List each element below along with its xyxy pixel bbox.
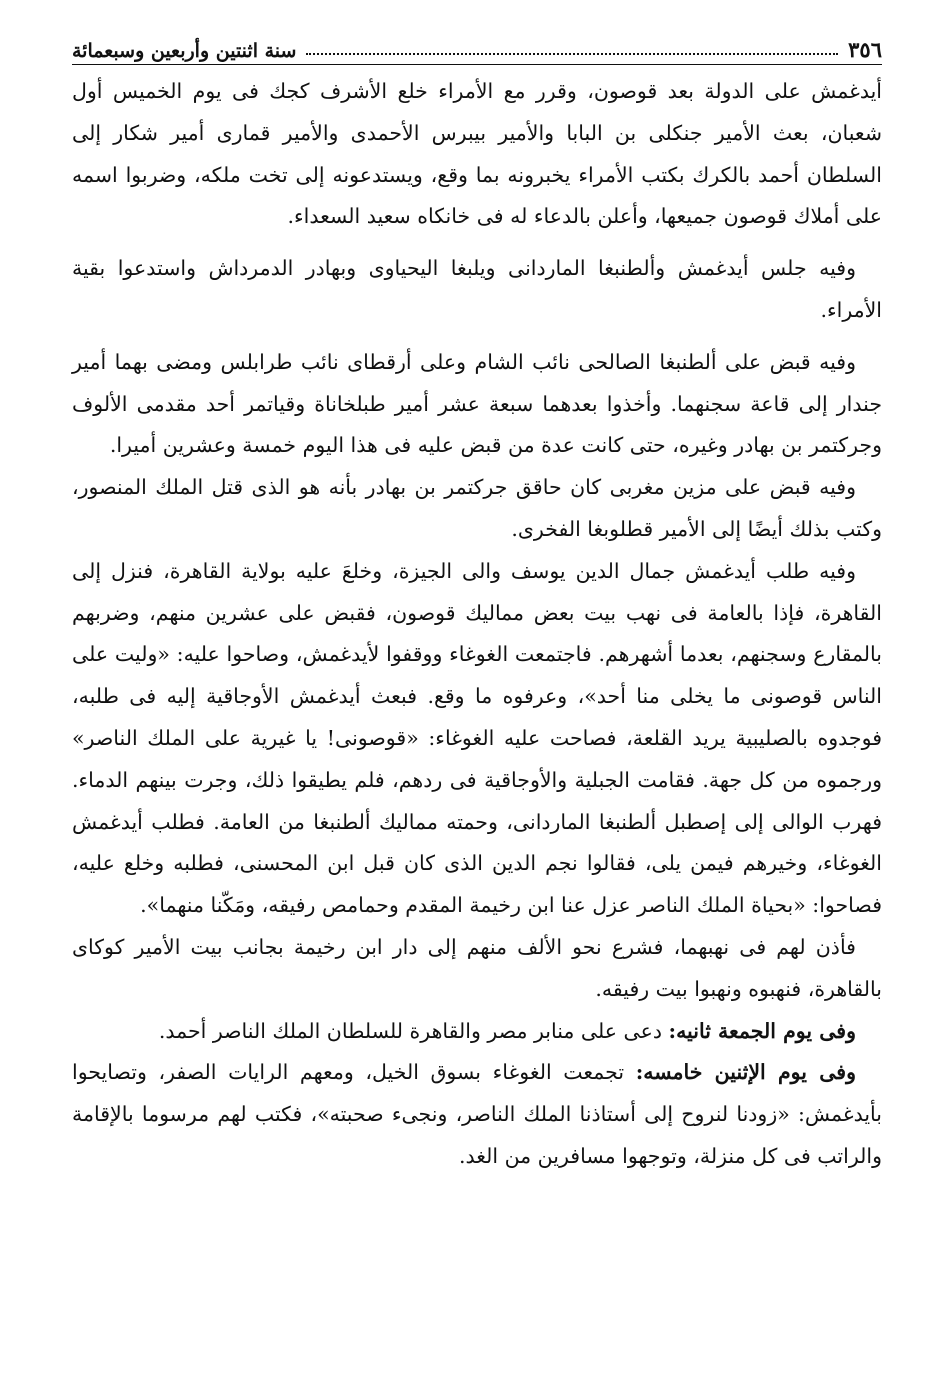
paragraph-text: وفيه قبض على مزين مغربى كان حاقق جركتمر بن بهادر بأنه هو الذى قتل الملك المنصور، وكتب بذلك أيضًا إلى الأمير قطلوبغا الفخرى.	[72, 475, 882, 541]
paragraph-text: وفيه قبض على ألطنبغا الصالحى نائب الشام وعلى أرقطاى نائب طرابلس ومضى بهما أمير جندار إلى قاعة سجنهما. وأخذوا بعدهما سبعة عشر أمير طبلخاناة وقياتمر أحد مقدمى الألوف وجركتمر بن بهادر وغيره، حتى كانت عدة من قبض عليه فى هذا اليوم خمسة وعشرين أميرا.	[72, 349, 882, 458]
paragraph-6	[72, 927, 882, 1011]
running-title: سنة اثنتين وأربعين وسبعمائة	[72, 40, 297, 62]
paragraph-text: أيدغمش على الدولة بعد قوصون، وقرر مع الأمراء خلع الأشرف كجك فى يوم الخميس أول شعبان، بعث الأمير جنكلى بن البابا والأمير بيبرس الأحمدى والأمير قمارى أمير شكار إلى السلطان أحمد بالكرك بكتب الأمراء يخبرونه بما وقع، ويستدعونه إلى تخت ملكه، وضربوا اسمه على أملاك قوصون جميعها، وأعلن بالدعاء له فى خانكاه سعيد السعداء.	[72, 79, 882, 229]
header-dot-leader	[306, 53, 838, 55]
paragraph-4	[72, 467, 882, 551]
book-page	[72, 28, 882, 1178]
paragraph-8	[72, 1052, 882, 1177]
paragraph-lead: وفى يوم الإثنين خامسه:	[635, 1060, 857, 1085]
paragraph-1	[72, 71, 882, 238]
paragraph-text: وفيه جلس أيدغمش وألطنبغا الماردانى ويلبغا اليحياوى وبهادر الدمرداش واستدعوا بقية الأمراء.	[72, 256, 882, 322]
paragraph-text: فأذن لهم فى نهبهما، فشرع نحو الألف منهم إلى دار ابن رخيمة بجانب بيت الأمير كوكاى بالقاهرة، فنهبوه ونهبوا بيت رفيقه.	[72, 934, 882, 1001]
paragraph-2	[72, 248, 882, 332]
paragraph-text: تجمعت الغوغاء بسوق الخيل، ومعهم الرايات الصفر، وتصايحوا بأيدغمش: «زودنا لنروح إلى أستاذنا الملك الناصر، ونجىء صحبته»، فكتب لهم مرسوما بالإقامة والراتب فى كل منزلة، وتوجهوا مسافرين من الغد.	[72, 1060, 882, 1168]
page-number: ٣٥٦	[848, 37, 882, 62]
paragraph-3	[72, 342, 882, 467]
paragraph-text: دعى على منابر مصر والقاهرة للسلطان الملك الناصر أحمد.	[158, 1018, 669, 1043]
paragraph-7	[72, 1011, 882, 1053]
paragraph-text: وفيه طلب أيدغمش جمال الدين يوسف والى الجيزة، وخلعَ عليه بولاية القاهرة، فنزل إلى القاهرة، فإذا بالعامة فى نهب بيت بعض مماليك قوصون، فقبض على عشرين منهم، وضربهم بالمقارع وسجنهم، بعدما أشهرهم. فاجتمعت الغوغاء ووقفوا لأيدغمش، وصاحوا عليه: «وليت على الناس قوصونى ما يخلى منا أحد»، وعرفوه ما وقع. فبعث أيدغمش الأوجاقية إليه فى طلبه، فوجدوه بالصليبية يريد القلعة، فصاحت عليه الغوغاء: «قوصونى! يا غيرية على الملك الناصر» ورجموه من كل جهة. فقامت الجبلية والأوجاقية فى ردهم، فلم يطيقوا ذلك، وجرت بينهم الدماء. فهرب الوالى إلى إصطبل ألطنبغا الماردانى، وحمته مماليك ألطنبغا من العامة. فطلب أيدغمش الغوغاء، وخيرهم فيمن يلى، فقالوا نجم الدين الذى كان قبل ابن المحسنى، فطلبه وخلع عليه، فصاحوا: «بحياة الملك الناصر عزل عنا ابن رخيمة المقدم وحمامص رفيقه، ومَكّنا منهما».	[72, 558, 882, 918]
paragraph-lead: وفى يوم الجمعة ثانيه:	[668, 1018, 856, 1043]
page-header	[72, 28, 882, 65]
paragraph-5	[72, 551, 882, 927]
page-body	[72, 71, 882, 1178]
